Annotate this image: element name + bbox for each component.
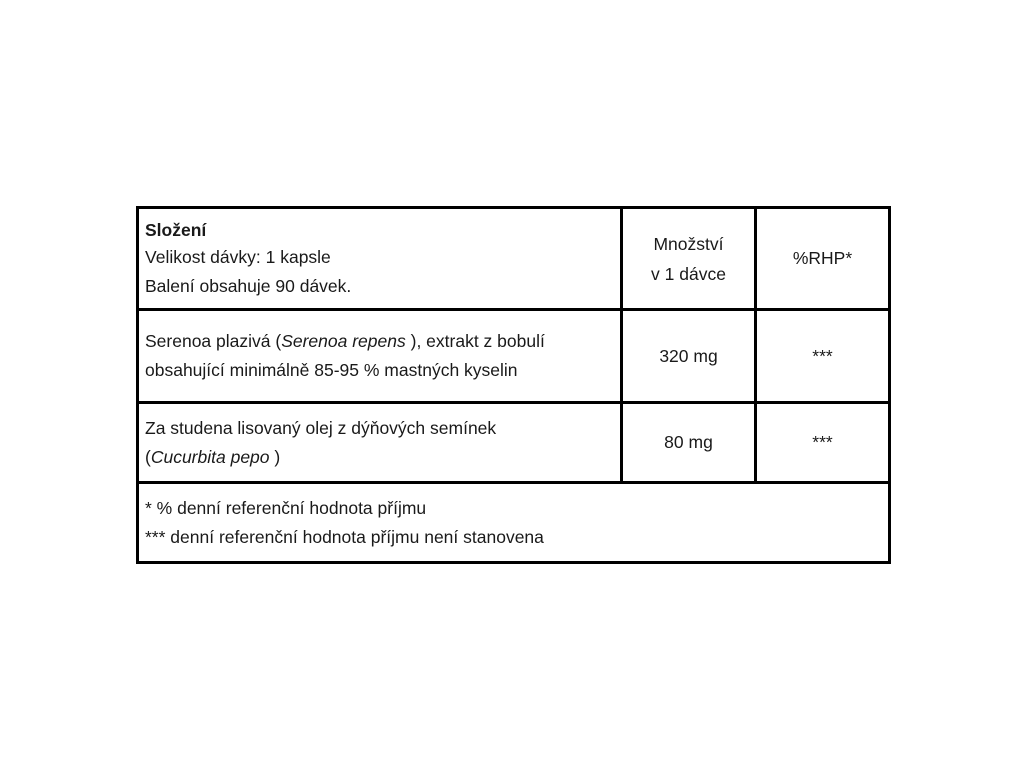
amount-header-line1: Množství — [653, 233, 724, 254]
table-row — [138, 403, 890, 483]
ingredient-detail-line: obsahující minimálně 85-95 % mastných kyselin — [145, 360, 518, 380]
serving-size: Velikost dávky: 1 kapsle — [145, 246, 331, 267]
package-contents: Balení obsahuje 90 dávek. — [145, 275, 352, 296]
footnote-cell — [138, 483, 890, 563]
table-footnote-row — [138, 483, 890, 563]
ingredient-amount-cell — [622, 310, 756, 403]
ingredient-rhp: *** — [812, 345, 833, 366]
ingredient-rhp-cell — [756, 310, 890, 403]
footnote-not-established: *** denní referenční hodnota příjmu není stanovena — [145, 526, 544, 547]
ingredient-suffix: ) — [269, 446, 281, 467]
table-header-row — [138, 208, 890, 310]
ingredient-amount-cell — [622, 403, 756, 483]
ingredient-rhp-cell — [756, 403, 890, 483]
ingredient-prefix: Serenoa plazivá ( — [145, 331, 282, 351]
header-amount-cell — [622, 208, 756, 310]
ingredient-name-line: Za studena lisovaný olej z dýňových semínek — [145, 417, 497, 438]
ingredient-latin-name: Cucurbita pepo — [150, 446, 270, 467]
ingredient-latin-name: Serenoa repens — [281, 331, 406, 351]
ingredient-latin-line — [145, 443, 614, 472]
ingredient-name-line — [145, 327, 614, 356]
header-rhp-cell — [756, 208, 890, 310]
composition-table — [136, 206, 891, 564]
amount-header-line2: v 1 dávce — [651, 263, 726, 284]
ingredient-amount: 80 mg — [664, 432, 713, 452]
ingredient-prefix: ( — [145, 446, 151, 467]
ingredient-amount: 320 mg — [659, 345, 718, 366]
footnote-rhp: * % denní referenční hodnota příjmu — [145, 497, 427, 518]
table-row — [138, 310, 890, 403]
ingredient-description-cell — [138, 310, 622, 403]
ingredient-rhp: *** — [812, 432, 833, 452]
rhp-header: %RHP* — [792, 248, 853, 268]
ingredient-description-cell — [138, 403, 622, 483]
composition-title: Složení — [145, 219, 207, 240]
header-description-cell — [138, 208, 622, 310]
ingredient-suffix: ), extrakt z bobulí — [405, 331, 545, 351]
